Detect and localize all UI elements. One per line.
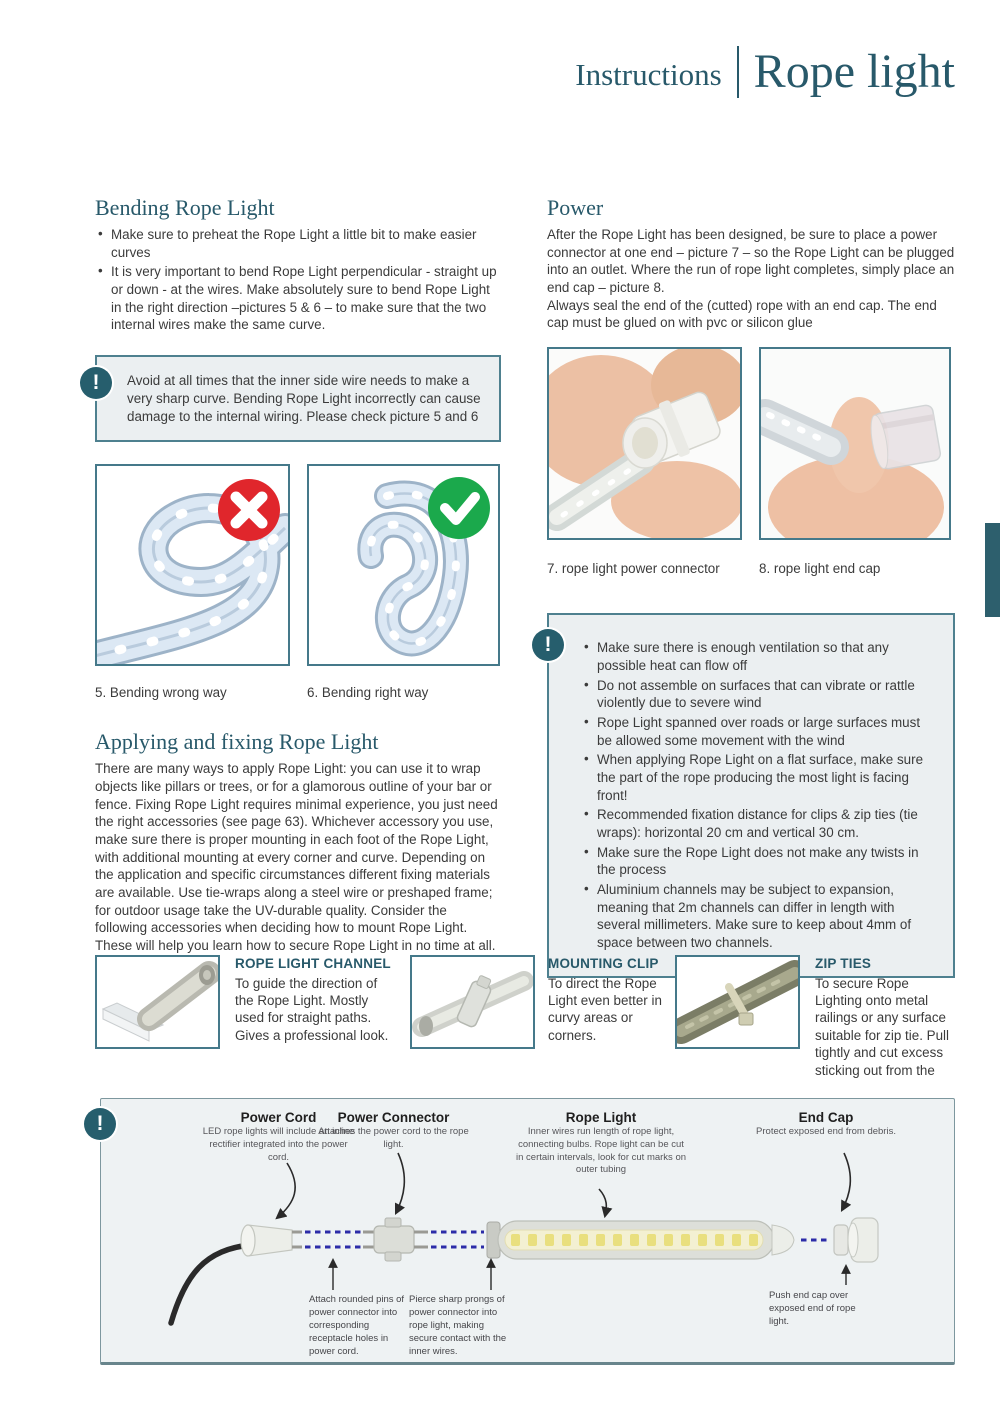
power-connector-photo-illustration — [549, 349, 740, 538]
page-header — [575, 44, 955, 99]
diagram-label-desc: Inner wires run length of rope light, connecting bulbs. Rope light can be cut in certain intervals, look for cut marks on outer tubing — [516, 1126, 687, 1176]
power-warning-item: • Make sure the Rope Light does not make any twists in the process — [597, 844, 937, 879]
diagram-label-desc: LED rope lights will include an inline rectifier integrated into the power cord. — [202, 1126, 355, 1163]
accessories-row — [95, 955, 955, 1095]
connection-dashes — [431, 1232, 484, 1247]
label-power-connector — [316, 1110, 471, 1152]
zip-tie-illustration — [677, 957, 798, 1047]
anatomy-diagram-box — [96, 1098, 955, 1365]
power-heading: Power — [547, 195, 604, 220]
note-pierce-prongs: Pierce sharp prongs of power connector into rope light, making secure contact with the inner wires. — [409, 1294, 507, 1358]
power-figures — [547, 347, 955, 576]
mounting-clip-photo — [410, 955, 535, 1049]
power-warning-item: • Do not assemble on surfaces that can vibrate or rattle violently due to severe wind — [597, 677, 937, 712]
rope-bend-right-illustration — [309, 466, 498, 664]
warning-icon: ! — [84, 1108, 116, 1140]
accessory-desc: To secure Rope Lighting onto metal railings or any surface suitable for zip tie. Pull tightly and cut excess sticking out from the — [815, 975, 949, 1078]
diagram-label-title: Power Cord — [240, 1110, 317, 1125]
power-warning-item: • Aluminium channels may be subject to expansion, meaning that 2m channels can differ in length with several millimeters. Make sure to keep about 4mm of space between two channels. — [597, 881, 937, 952]
header-section-label: Instructions — [575, 57, 722, 92]
warning-icon: ! — [80, 367, 112, 399]
power-body-1: After the Rope Light has been designed, be sure to place a power connector at one end – picture 7 – so the Rope Light can be plugged into an outlet. Where the run of rope light completes, simply place an end cap – picture 8. — [547, 227, 955, 296]
rope-light-channel-photo — [95, 955, 220, 1049]
rope-light-leds — [511, 1234, 758, 1246]
end-cap-photo — [759, 347, 951, 540]
diagram-label-desc: Attaches the power cord to the rope light. — [318, 1126, 469, 1150]
rope-light-tip — [772, 1225, 794, 1255]
diagram-label-title: Power Connector — [337, 1110, 450, 1125]
figure-end-cap — [759, 347, 951, 576]
bending-figures — [95, 464, 501, 700]
zip-ties-photo — [675, 955, 800, 1049]
power-warning-item: • Recommended fixation distance for clips & zip ties (tie wraps): horizontal 20 cm and vertical 30 cm. — [597, 806, 937, 841]
figure-bend-right — [307, 464, 500, 700]
right-column — [544, 195, 955, 978]
accessory-desc: To guide the direction of the Rope Light. Mostly used for straight paths. Gives a professional look. — [235, 975, 389, 1043]
figure-bend-wrong — [95, 464, 290, 700]
diagram-label-desc: Protect exposed end from debris. — [756, 1126, 896, 1137]
figure-caption: 8. rope light end cap — [759, 561, 881, 577]
rope-light-channel-text — [235, 955, 399, 1044]
bending-heading: Bending Rope Light — [95, 195, 275, 220]
accessory-title: ROPE LIGHT CHANNEL — [235, 956, 391, 971]
page-title: Rope light — [753, 45, 955, 98]
end-cap-photo-illustration — [761, 349, 949, 538]
check-icon — [428, 477, 490, 539]
power-warning-item: • Make sure there is enough ventilation so that any possible heat can flow off — [597, 639, 937, 674]
figure-caption: 6. Bending right way — [307, 685, 429, 701]
mounting-clip-text — [548, 955, 668, 1044]
end-cap-ring — [834, 1225, 848, 1255]
page-edge-tab — [985, 523, 1000, 617]
power-connector-part — [374, 1226, 414, 1253]
note-push-end-cap: Push end cap over exposed end of rope light. — [769, 1290, 856, 1328]
left-column — [92, 195, 501, 955]
power-warning-list — [581, 639, 937, 952]
header-divider — [737, 46, 739, 98]
bending-bullet: • Make sure to preheat the Rope Light a little bit to make easier curves — [111, 226, 501, 261]
diagram-label-title: End Cap — [798, 1110, 854, 1125]
applying-heading: Applying and fixing Rope Light — [95, 729, 379, 755]
channel-illustration — [97, 957, 218, 1047]
label-end-cap — [746, 1110, 906, 1139]
bending-warning-box — [92, 355, 501, 442]
power-connector-photo — [547, 347, 742, 540]
power-body-2: Always seal the end of the (cutted) rope with an end cap. The end cap must be glued on with pvc or silicon glue — [547, 297, 937, 331]
bend-wrong-photo — [95, 464, 290, 666]
figure-caption: 7. rope light power connector — [547, 561, 720, 577]
accessory-title: ZIP TIES — [815, 956, 872, 971]
warning-icon: ! — [532, 629, 564, 661]
accessory-desc: To direct the Rope Light even better in curvy areas or corners. — [548, 975, 662, 1043]
note-attach-pins: Attach rounded pins of power connector into corresponding receptacle holes in power cord. — [309, 1294, 405, 1358]
bending-warning-text: Avoid at all times that the inner side wire needs to make a very sharp curve. Bending Rope Light incorrectly can cause damage to the internal wiring. Please check picture 5 and 6 — [127, 373, 481, 424]
clip-illustration — [412, 957, 533, 1047]
bending-bullet: • It is very important to bend Rope Light perpendicular - straight up or down - at the wires. Make absolutely sure to bend Rope Light in the right direction –pictures 5 & 6 – to make sure that the two internal wires make the same curve. — [111, 263, 501, 334]
diagram-label-title: Rope Light — [565, 1110, 637, 1125]
power-warning-item: • Rope Light spanned over roads or large surfaces must be allowed some movement with the wind — [597, 714, 937, 749]
power-warning-box — [544, 613, 955, 978]
applying-body: There are many ways to apply Rope Light: you can use it to wrap objects like pillars or trees, or for a glamorous outline of your bar or fence. Fixing Rope Light requires minimal experience, you just need the right accessories (see page 63). Whichever accessory you use, make sure there is proper mounting in each foot of the Rope Light, with additional mounting at every corner and curve. Depending on the application and specific circumstances different fixing materials are available. Use tie-wraps along a steel wire or preshaped frame; for outdoor usage take the UV-durable quality. Consider the following accessories when deciding how to mount Rope Light. These will help you learn how to secure Rope Light in no time at all. — [95, 761, 498, 954]
bend-right-photo — [307, 464, 500, 666]
power-warning-item: • When applying Rope Light on a flat surface, make sure the part of the rope producing the most light is facing front! — [597, 751, 937, 804]
accessory-title: MOUNTING CLIP — [548, 956, 659, 971]
rope-bend-wrong-illustration — [97, 466, 288, 664]
bending-bullet-list — [95, 226, 501, 334]
wrong-cross-icon — [218, 479, 280, 541]
power-cord-wire — [171, 1245, 251, 1323]
label-rope-light — [516, 1110, 686, 1177]
figure-caption: 5. Bending wrong way — [95, 685, 227, 701]
figure-power-connector — [547, 347, 742, 576]
connection-dashes — [305, 1232, 363, 1247]
zip-ties-text — [815, 955, 957, 1079]
note-arrows — [333, 1260, 846, 1290]
